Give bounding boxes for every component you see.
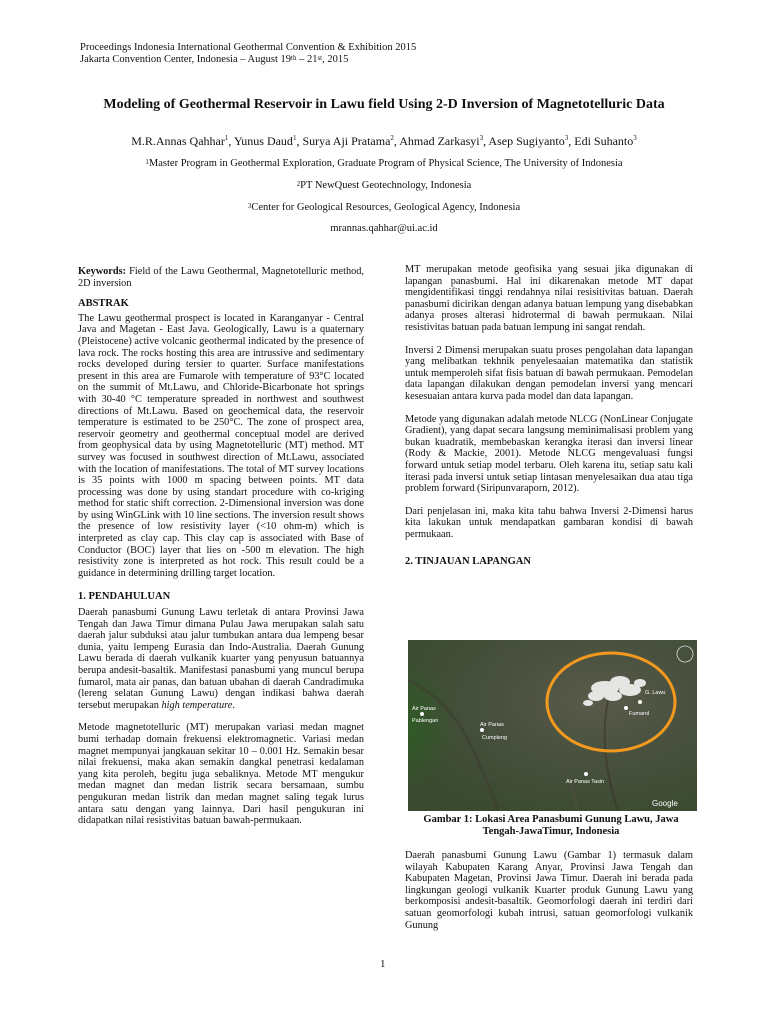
map-marker bbox=[584, 772, 588, 776]
map-marker bbox=[624, 706, 628, 710]
paragraph: Dari penjelasan ini, maka kita tahu bahwa Inversi 2-Dimensi harus kita lakukan untuk mendapatkan gambaran kondisi di bawah permukaan. bbox=[405, 505, 693, 540]
map-label-air-panas-tasin: Air Panas Tasin bbox=[566, 779, 605, 785]
map-marker bbox=[420, 712, 424, 716]
map-label-cumpleng: Cumpleng bbox=[482, 735, 508, 741]
author: Asep Sugiyanto bbox=[488, 134, 565, 148]
paper-title: Modeling of Geothermal Reservoir in Lawu field Using 2-D Inversion of Magnetotelluric Data bbox=[103, 97, 665, 112]
header-line-1: Proceedings Indonesia International Geothermal Convention & Exhibition 2015 bbox=[80, 42, 417, 53]
google-watermark: Google bbox=[652, 799, 678, 808]
map-label-pablengan: Pablengan bbox=[412, 718, 439, 724]
author: M.R.Annas Qahhar bbox=[131, 134, 225, 148]
figure-caption: Gambar 1: Lokasi Area Panasbumi Gunung Lawu, Jawa Tengah-JawaTimur, Indonesia bbox=[423, 814, 679, 837]
satellite-map-figure bbox=[408, 640, 697, 811]
page-number: 1 bbox=[380, 958, 386, 970]
pendahuluan-paragraph-2: Metode magnetotelluric (MT) merupakan variasi medan magnet bumi terhadap domain frekuensi elektromagnetic. Variasi medan magnet mempunyai jangkauan sekitar 10 – 0.001 Hz. Semakin besar nilai frekuensi, maka akan semakin dangkal penetrasi kedalaman yang kita peroleh, begitu juga sebaliknya. Metode MT mengukur medan magnet dan medan listrik secara bersamaan, sumbu pengukuran medan listrik dan medan magnet saling tegak lurus antara satu dengan yang lainnya. Dari hasil pengukuran ini didapatkan nilai resistivitas batuan bawah-permukaan. bbox=[78, 722, 364, 827]
map-label-fumarol: Fumarol bbox=[629, 711, 650, 717]
author: Edi Suhanto bbox=[574, 134, 634, 148]
map-label-air-panas: Air Panas bbox=[480, 722, 504, 728]
section-1-heading: 1. PENDAHULUAN bbox=[78, 591, 171, 603]
map-label-air-panas: Air Panas bbox=[412, 706, 436, 712]
affiliation-1: $^1$Master Program in Geothermal Exploration, Graduate Program of Physical Science, The University of Indonesia bbox=[145, 158, 623, 169]
paragraph: Metode yang digunakan adalah metode NLCG (NonLinear Conjugate Gradient), yang dapat secara langsung meminimalisasi problem yang bukan kuadratik, membebaskan kerangka iterasi dan inversi linear (Rody & Mackie, 2001). Metode NLCG mengevaluasi fungsi forward untuk setiap model terbaru. Oleh karena itu, setiap satu kali iterasi pada inversi untuk setiap lintasan menyelesaikan dua atau tiga problem forward (Siripunvaraporn, 2012). bbox=[405, 413, 693, 495]
affiliation-2: $^2$PT NewQuest Geotechnology, Indonesia bbox=[296, 180, 472, 191]
header-line-2: Jakarta Convention Center, Indonesia – August 19th – 21st, 2015 bbox=[80, 54, 349, 65]
pendahuluan-paragraph-1: Daerah panasbumi Gunung Lawu terletak di antara Provinsi Jawa Tengah dan Jawa Timur dimana Pulau Jawa merupakan salah satu daerah jalur subduksi atau jalur tumbukan antara dua lempeng besar dunia, yaitu lempeng Eurasia dan Indo-Australia. Daerah Gunung Lawu berada di daerah vulkanik kuarter yang penyusun batuannya berupa andesit-basaltik. Manifestasi panasbumi yang muncul berupa fumarol, mata air panas, dan batuan ubahan di daerah Candradimuka (lereng selatan Gunung Lawu) dengan indikasi bahwa daerah tersebut merupakan high temperature. bbox=[78, 607, 364, 711]
right-column-bottom bbox=[405, 850, 693, 931]
paragraph: MT merupakan metode geofisika yang sesuai jika digunakan di lapangan panasbumi. Hal ini dikarenakan metode MT dapat mengidentifikasi tinggi rendahnya nilai resisitivitas batuan. Daerah panasbumi dicirikan dengan adanya batuan lempung yang disebabkan adanya proses alterasi hidrotermal di bawah permukaan. Nilai resistivitas batuan pada batuan lempung ini sangat rendah. bbox=[405, 264, 693, 333]
map-label-g-lawu: G. Lawu bbox=[645, 690, 666, 696]
left-column bbox=[78, 266, 364, 827]
map-marker bbox=[480, 728, 484, 732]
paragraph: Inversi 2 Dimensi merupakan suatu proses pengolahan data lapangan yang melibatkan tekhnik penyelesaaian matematika dan statistik untuk memperoleh sifat fisis batuan di bawah permukaan. Pemodelan data lapangan dilakukan dengan pemodelan inversi yang mencari kesesuaian antara kurva pada model dan data lapangan. bbox=[405, 344, 693, 402]
author: Yunus Daud bbox=[233, 134, 293, 148]
author-email: mrannas.qahhar@ui.ac.id bbox=[330, 223, 438, 234]
map-vegetation bbox=[408, 640, 528, 811]
keywords: Keywords: Field of the Lawu Geothermal, Magnetotelluric method, 2D inversion bbox=[78, 266, 364, 289]
map-marker bbox=[638, 700, 642, 704]
abstrak-heading: ABSTRAK bbox=[78, 298, 129, 310]
author: Surya Aji Pratama bbox=[302, 134, 391, 148]
section-2-heading: 2. TINJAUAN LAPANGAN bbox=[405, 556, 531, 568]
right-column bbox=[405, 264, 693, 568]
abstrak-paragraph: The Lawu geothermal prospect is located in Karanganyar - Central Java and Magetan - East Java. Geologically, Lawu is a quaternary (Pleistocene) active volcanic geothermal indicated by the presence of lava rock. The rocks hosting this area are intrussive and sedimentary rocks developed during tersier to quarter. Surface manifestations present in this area are Fumarole with temperature of 93°C located on the summit of Mt.Lawu, and Chloride-Bicarbonate hot springs with 30-40 °C temperature spreaded in northwest and southwest directions of Mt.Lawu. Based on geochemical data, the reservoir temperature is estimated to be 250°C. The zone of prospect area, reservoir geometry and geothermal conceptual model are derived from geophysical data by using Magnetotelluric (MT) method. MT survey was focused in southwest direction of Mt.Lawu, associated with the location of manifestations. The total of MT survey locations is 35 points with 1000 m spacing between points. MT data processing was done by using standart procedure with co-kriging method for static shift correction. 2-Dimensional inversion was done by using WinGLink with 10 line sections. The inversion result shows the presence of low resistivity layer (<10 ohm-m) which is interpreted as clay cap. This clay cap is associated with Base of Conductor (BOC) layer that lies on -500 m elevation. The high resistivity zone is interpreted as hot rock. This result could be a guidance in determining drilling target location. bbox=[78, 312, 364, 579]
author-list: M.R.Annas Qahhar$^1$, Yunus Daud$^1$, Surya Aji Pratama$^2$, Ahmad Zarkasyi$^3$, Asep Sugiyanto$^3$, Edi Suhanto$^3$ bbox=[131, 134, 637, 148]
paragraph: Daerah panasbumi Gunung Lawu (Gambar 1) termasuk dalam wilayah Kabupaten Karang Anyar, Provinsi Jawa Tengah dan Kabupaten Magetan, Provinsi Jawa Timur. Daerah ini berada pada lingkungan geologi vulkanik Kuarter produk Gunung Lawu yang berkomposisi andesit-basaltik. Geomorfologi daerah ini terdiri dari satuan geomorfologi kubah intrusi, satuan geomorfologi vulkanik Gunung bbox=[405, 850, 693, 931]
proceedings-header bbox=[80, 42, 416, 66]
affiliation-3: $^3$Center for Geological Resources, Geological Agency, Indonesia bbox=[247, 202, 521, 213]
author: Ahmad Zarkasyi bbox=[399, 134, 480, 148]
